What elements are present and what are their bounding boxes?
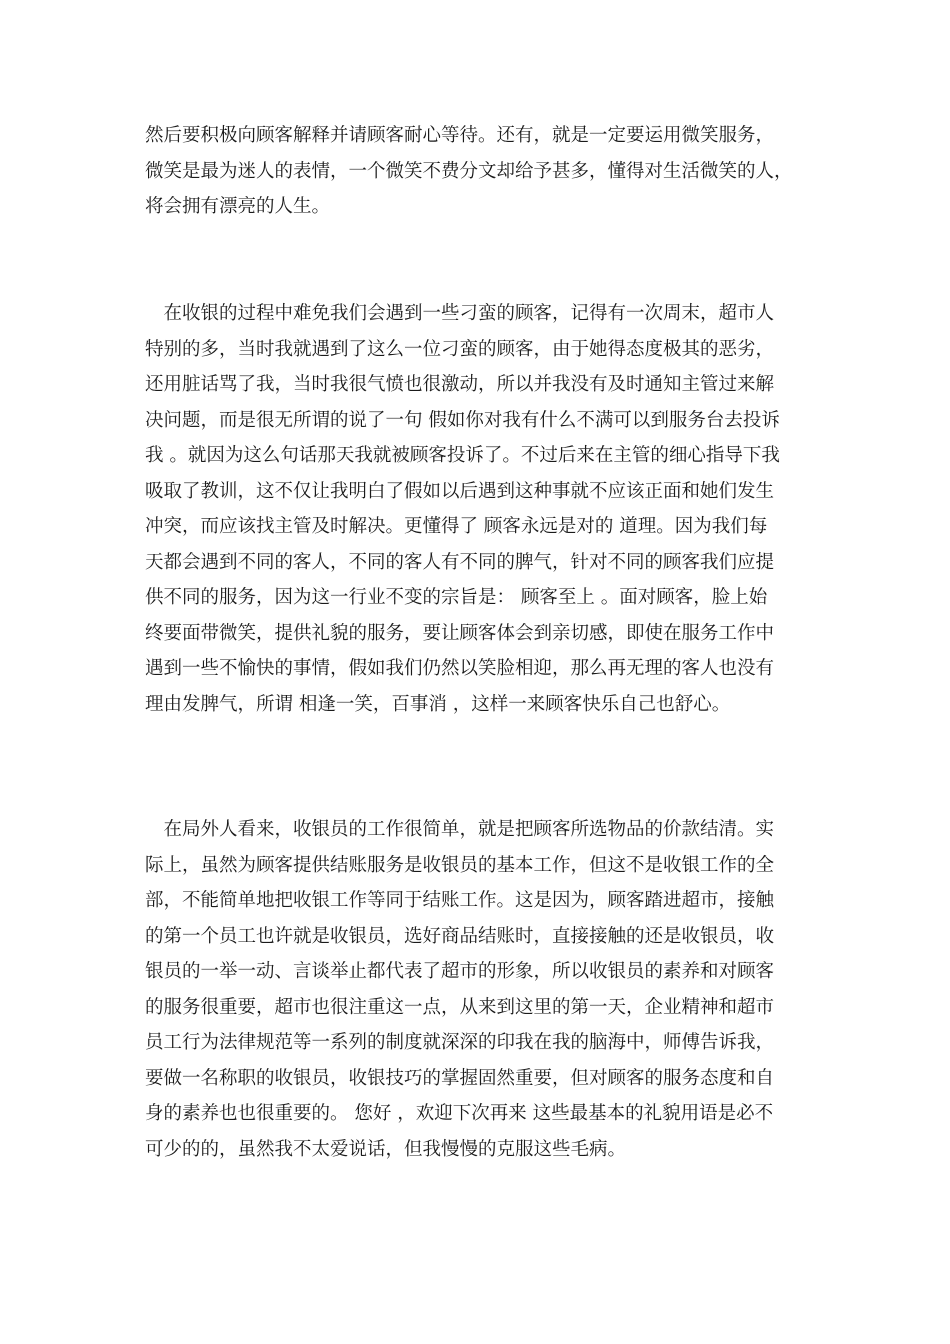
text-line: 天都会遇到不同的客人，不同的客人有不同的脾气，针对不同的顾客我们应提	[145, 551, 775, 573]
text-line: 决问题，而是很无所谓的说了一句 假如你对我有什么不满可以到服务台去投诉	[145, 409, 780, 431]
text-line: 在局外人看来，收银员的工作很简单，就是把顾客所选物品的价款结清。实	[145, 819, 775, 840]
text-line: 终要面带微笑，提供礼貌的服务，要让顾客体会到亲切感，即使在服务工作中	[145, 622, 775, 644]
text-line: 冲突，而应该找主管及时解决。更懂得了 顾客永远是对的 道理。因为我们每	[145, 516, 768, 537]
text-line: 特别的多，当时我就遇到了这么一位刁蛮的顾客，由于她得态度极其的恶劣，	[145, 338, 775, 360]
text-line: 吸取了教训，这不仅让我明白了假如以后遇到这种事就不应该正面和她们发生	[145, 480, 775, 502]
text-line: 的服务很重要，超市也很注重这一点，从来到这里的第一天，企业精神和超市	[145, 996, 775, 1018]
text-line: 的第一个员工也许就是收银员，选好商品结账时，直接接触的还是收银员，收	[145, 925, 775, 947]
text-line: 供不同的服务，因为这一行业不变的宗旨是： 顾客至上 。面对顾客，脸上始	[145, 587, 768, 608]
text-line: 在收银的过程中难免我们会遇到一些刁蛮的顾客，记得有一次周末，超市人	[145, 303, 775, 324]
text-line: 理由发脾气，所谓 相逢一笑，百事消 ，这样一来顾客快乐自己也舒心。	[145, 693, 731, 715]
text-line: 微笑是最为迷人的表情，一个微笑不费分文却给予甚多，懂得对生活微笑的人，	[145, 160, 793, 182]
text-line: 我 。就因为这么句话那天我就被顾客投诉了。不过后来在主管的细心指导下我	[145, 445, 780, 466]
text-line: 然后要积极向顾客解释并请顾客耐心等待。还有，就是一定要运用微笑服务，	[145, 125, 775, 146]
text-line: 可少的的，虽然我不太爱说话，但我慢慢的克服这些毛病。	[145, 1138, 627, 1160]
paragraph-1	[145, 118, 815, 225]
text-line: 员工行为法律规范等一系列的制度就深深的印我在我的脑海中，师傅告诉我，	[145, 1032, 775, 1053]
text-line: 银员的一举一动、言谈举止都代表了超市的形象，所以收银员的素养和对顾客	[145, 961, 775, 982]
text-line: 将会拥有漂亮的人生。	[145, 196, 331, 217]
text-line: 部，不能简单地把收银工作等同于结账工作。这是因为，顾客踏进超市，接触	[145, 890, 775, 911]
paragraph-2	[145, 296, 815, 722]
text-line: 际上，虽然为顾客提供结账服务是收银员的基本工作，但这不是收银工作的全	[145, 854, 775, 876]
text-line: 身的素养也也很重要的。 您好 ，欢迎下次再来 这些最基本的礼貌用语是必不	[145, 1103, 774, 1124]
text-line: 要做一名称职的收银员，收银技巧的掌握固然重要，但对顾客的服务态度和自	[145, 1067, 775, 1089]
paragraph-3	[145, 812, 815, 1167]
text-line: 遇到一些不愉快的事情，假如我们仍然以笑脸相迎，那么再无理的客人也没有	[145, 658, 775, 679]
text-line: 还用脏话骂了我，当时我很气愤也很激动，所以并我没有及时通知主管过来解	[145, 374, 775, 395]
